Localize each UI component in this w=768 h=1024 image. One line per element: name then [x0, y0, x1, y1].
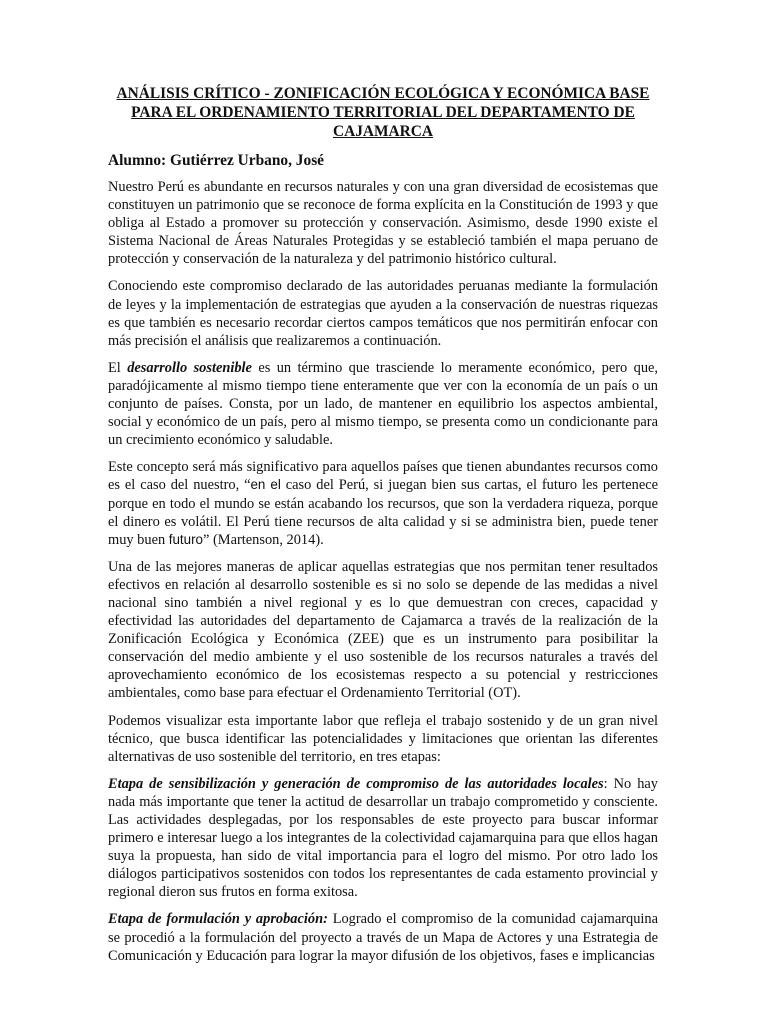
stage-2-heading: Etapa de formulación y aprobación: — [108, 911, 328, 928]
paragraph-4 — [108, 458, 658, 548]
paragraph-7 — [108, 775, 658, 902]
paragraph-6: Podemos visualizar esta importante labor que refleja el trabajo sostenido y de un gran nivel técnico, que busca identificar las potencialidades y limitaciones que orientan las diferentes alternativas de uso sostenible del territorio, en tres etapas: — [108, 712, 658, 765]
paragraph-7-rest: : No hay nada más importante que tener la actitud de desarrollar un trabajo comprometido y consciente. Las actividades desplegadas, por los responsables de este proyecto para buscar informar primero e interesar luego a los integrantes de la colectividad cajamarquina para que ellos hagan suya la propuesta, han sido de vital importancia para el logro del mismo. Por otro lado los diálogos participativos sostenidos con todos los representantes de cada estamento provincial y regional dieron sus frutos en forma exitosa. — [108, 775, 658, 901]
term-desarrollo-sostenible: desarrollo sostenible — [127, 359, 252, 376]
stage-1-heading: Etapa de sensibilización y generación de compromiso de las autoridades locales — [108, 775, 604, 792]
paragraph-8 — [108, 910, 658, 964]
quote-fragment-1: en el — [250, 477, 281, 493]
paragraph-4-end: ” (Martenson, 2014). — [203, 531, 324, 548]
paragraph-1: Nuestro Perú es abundante en recursos naturales y con una gran diversidad de ecosistemas que constituyen un patrimonio que se reconoce de forma explícita en la Constitución de 1993 y que obliga al Estado a promover su protección y conservación. Asimismo, desde 1990 existe el Sistema Nacional de Áreas Naturales Protegidas y se estableció también el mapa peruano de protección y conservación de la naturaleza y del patrimonio histórico cultural. — [108, 179, 658, 268]
paragraph-4-mid: caso del Perú, si juegan bien sus cartas, el futuro les pertenece porque en todo el mundo se están acabando los recursos, que son la verdadera riqueza, porque el dinero es volátil. El Perú tiene recursos de alta calidad y si se administra bien, puede tener muy buen — [108, 477, 658, 548]
paragraph-3 — [108, 359, 658, 449]
paragraph-3-lead: El — [108, 359, 128, 376]
paragraph-3-rest: es un término que trasciende lo meramente económico, pero que, paradójicamente al mismo tiempo tiene enteramente que ver con la economía de un país o un conjunto de países. Consta, por un lado, de mantener en equilibrio los aspectos ambiental, social y económico de un país, pero al mismo tiempo, se presenta como un condicionante para un crecimiento económico y saludable. — [108, 359, 658, 449]
document-title: ANÁLISIS CRÍTICO - ZONIFICACIÓN ECOLÓGICA Y ECONÓMICA BASE PARA EL ORDENAMIENTO TERRITORIAL DEL DEPARTAMENTO DE CAJAMARCA — [116, 85, 650, 140]
paragraph-8-rest: Logrado el compromiso de la comunidad cajamarquina se procedió a la formulación del proyecto a través de un Mapa de Actores y una Estrategia de Comunicación y Educación para lograr la mayor difusión de los objetivos, fases e implicancias — [108, 911, 659, 964]
author-line: Alumno: Gutiérrez Urbano, José — [108, 152, 325, 169]
quote-fragment-2: futuro — [168, 531, 204, 547]
paragraph-2: Conociendo este compromiso declarado de las autoridades peruanas mediante la formulación de leyes y la implementación de estrategias que ayuden a la conservación de nuestras riquezas es que también es necesario recordar ciertos campos temáticos que nos permitirán enfocar con más precisión el análisis que realizaremos a continuación. — [108, 278, 658, 349]
paragraph-5: Una de las mejores maneras de aplicar aquellas estrategias que nos permitan tener resultados efectivos en relación al desarrollo sostenible es si no solo se depende de las medidas a nivel nacional sino también a nivel regional y es lo que demuestran con creces, capacidad y efectividad las autoridades del departamento de Cajamarca a través de la realización de la Zonificación Ecológica y Económica (ZEE) que es un instrumento para posibilitar la conservación del medio ambiente y el uso sostenible de los recursos naturales a través del aprovechamiento económico de los ecosistemas respecto a su potencial y restricciones ambientales, como base para efectuar el Ordenamiento Territorial (OT). — [108, 558, 658, 702]
paragraph-4-lead: Este concepto será más significativo para aquellos países que tienen abundantes recursos como es el caso del nuestro, “ — [108, 459, 658, 494]
